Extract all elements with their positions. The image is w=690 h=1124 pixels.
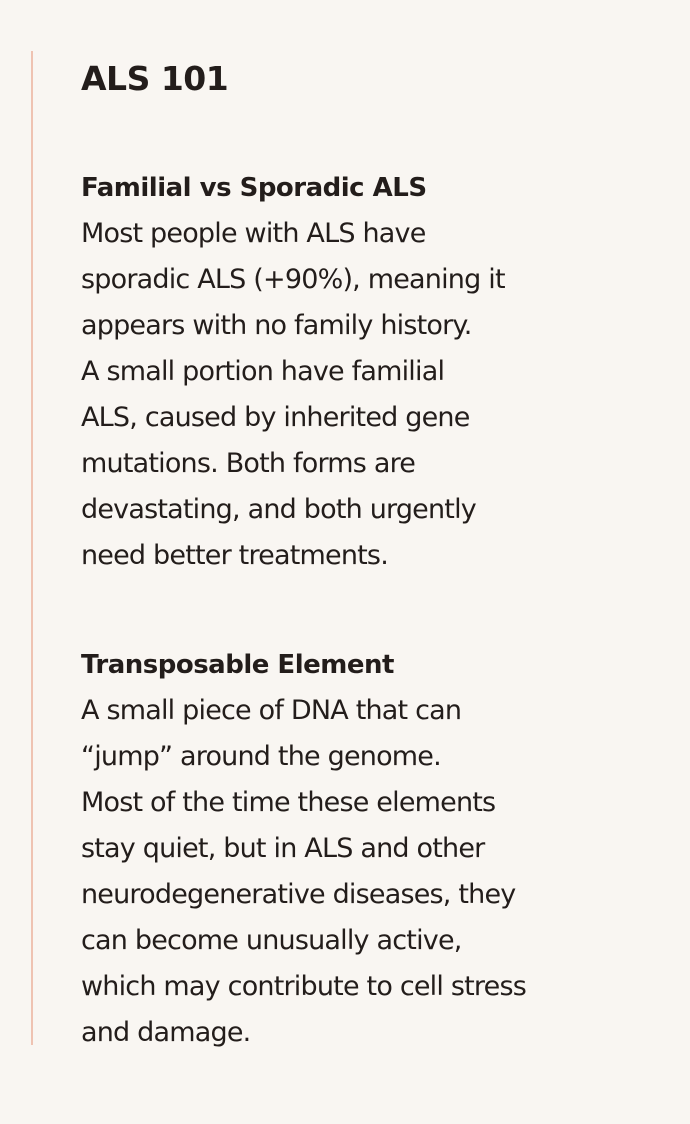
description-line: ALS, caused by inherited gene — [81, 402, 470, 433]
description-line: and damage. — [81, 1017, 251, 1048]
panel-title: ALS 101 — [81, 59, 229, 98]
description-line: A small piece of DNA that can — [81, 695, 462, 726]
description-line: sporadic ALS (+90%), meaning it — [81, 264, 505, 295]
description-line: which may contribute to cell stress — [81, 971, 526, 1002]
description-line: appears with no family history. — [81, 310, 472, 341]
term-familial-vs-sporadic — [81, 165, 626, 579]
description-line: “jump” around the genome. — [81, 741, 441, 772]
description-line: need better treatments. — [81, 540, 388, 571]
description-line: mutations. Both forms are — [81, 448, 416, 479]
description-line: devastating, and both urgently — [81, 494, 476, 525]
description-line: Most people with ALS have — [81, 218, 426, 249]
description-line: stay quiet, but in ALS and other — [81, 833, 485, 864]
als-101-sidebar — [31, 51, 631, 1048]
description-line: Most of the time these elements — [81, 787, 496, 818]
term-title: Transposable Element — [81, 650, 394, 680]
description-line: can become unusually active, — [81, 925, 462, 956]
description-line: neurodegenerative diseases, they — [81, 879, 516, 910]
term-description — [81, 211, 626, 579]
term-transposable-element — [81, 642, 626, 1056]
term-description — [81, 688, 626, 1056]
description-line: A small portion have familial — [81, 356, 445, 387]
term-title: Familial vs Sporadic ALS — [81, 173, 427, 203]
